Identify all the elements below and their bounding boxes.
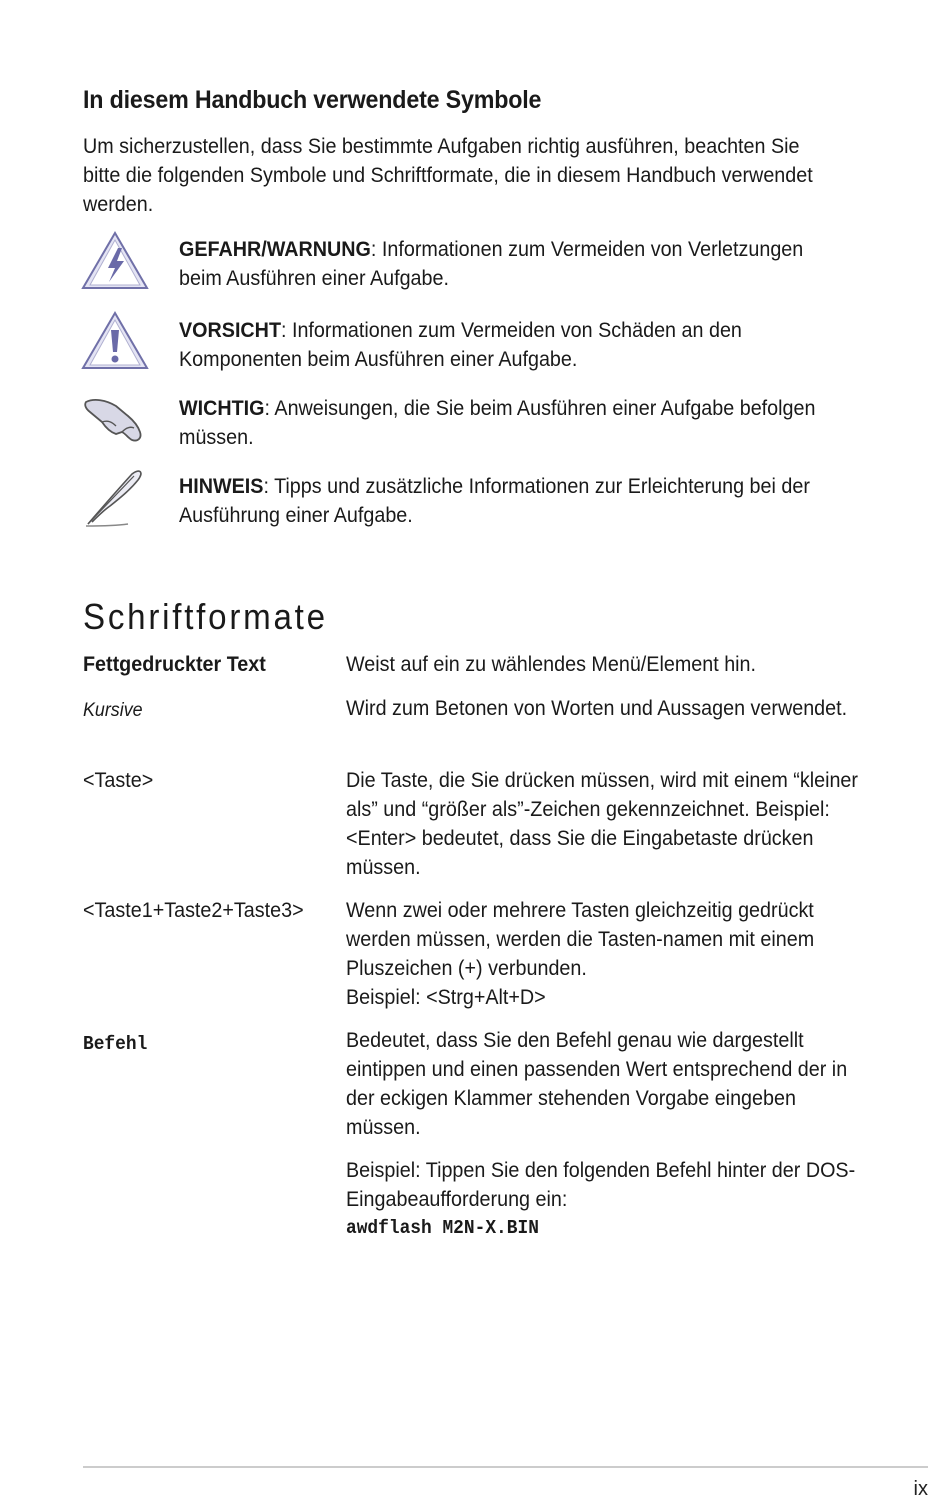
notice-body: : Tipps und zusätzliche Informationen zur Erleichterung bei der Ausführung einer Aufgabe.	[179, 475, 810, 527]
format-command-code: awdflash M2N-X.BIN	[346, 1217, 539, 1239]
format-def-key: Die Taste, die Sie drücken müssen, wird mit einem “kleiner als” und “größer als”-Zeichen gekennzeichnet. Beispiel: <Enter> bedeutet, dass Sie die Eingabetaste drücken müssen.	[346, 769, 858, 879]
format-term-command: Befehl	[83, 1033, 148, 1055]
format-def-italic: Wird zum Betonen von Worten und Aussagen verwendet.	[346, 697, 848, 720]
format-term-key-combo: <Taste1+Taste2+Taste3>	[83, 899, 304, 922]
notice-caution	[179, 316, 837, 374]
notice-body: : Informationen zum Vermeiden von Schäden an den Komponenten beim Ausführen einer Aufgabe.	[179, 319, 742, 371]
format-command-example	[346, 1156, 872, 1243]
notice-label: GEFAHR/WARNUNG	[179, 238, 371, 261]
format-def-key-combo-text: Wenn zwei oder mehrere Tasten gleichzeitig gedrückt werden müssen, werden die Tasten-namen mit einem Pluszeichen (+) verbunden.	[346, 899, 815, 980]
notice-body: : Informationen zum Vermeiden von Verletzungen beim Ausführen einer Aufgabe.	[179, 238, 804, 290]
format-def-bold: Weist auf ein zu wählendes Menü/Element hin.	[346, 653, 757, 676]
notice-body: : Anweisungen, die Sie beim Ausführen einer Aufgabe befolgen müssen.	[179, 397, 816, 449]
notice-note	[179, 472, 837, 530]
format-term-key: <Taste>	[83, 769, 154, 792]
formats-heading: Schriftformate	[83, 596, 328, 637]
format-term-italic: Kursive	[83, 700, 143, 721]
notice-important	[179, 394, 837, 452]
feather-pen-icon	[80, 466, 150, 528]
format-def-command: Bedeutet, dass Sie den Befehl genau wie dargestellt eintippen und einen passenden Wert entsprechend der in der eckigen Klammer stehenden Vorgabe eingeben müssen.	[346, 1029, 848, 1139]
notice-warning	[179, 235, 837, 293]
notice-label: WICHTIG	[179, 397, 265, 420]
format-command-example-text: Beispiel: Tippen Sie den folgenden Befehl hinter der DOS-Eingabeaufforderung ein:	[346, 1159, 856, 1211]
page-number: ix	[913, 1478, 928, 1500]
notice-label: VORSICHT	[179, 319, 282, 342]
pointing-hand-icon	[80, 388, 150, 450]
format-def-key-combo-example: Beispiel: <Strg+Alt+D>	[346, 986, 546, 1009]
format-term-bold: Fettgedruckter Text	[83, 653, 266, 676]
symbols-heading: In diesem Handbuch verwendete Symbole	[83, 86, 542, 114]
footer-divider	[83, 1466, 928, 1468]
lightning-warning-icon	[80, 230, 150, 292]
exclamation-caution-icon	[80, 310, 150, 372]
notice-label: HINWEIS	[179, 475, 264, 498]
symbols-intro: Um sicherzustellen, dass Sie bestimmte Aufgaben richtig ausführen, beachten Sie bitte die folgenden Symbole und Schriftformate, die in diesem Handbuch verwendet werden.	[83, 135, 813, 216]
format-def-key-combo	[346, 896, 872, 1012]
